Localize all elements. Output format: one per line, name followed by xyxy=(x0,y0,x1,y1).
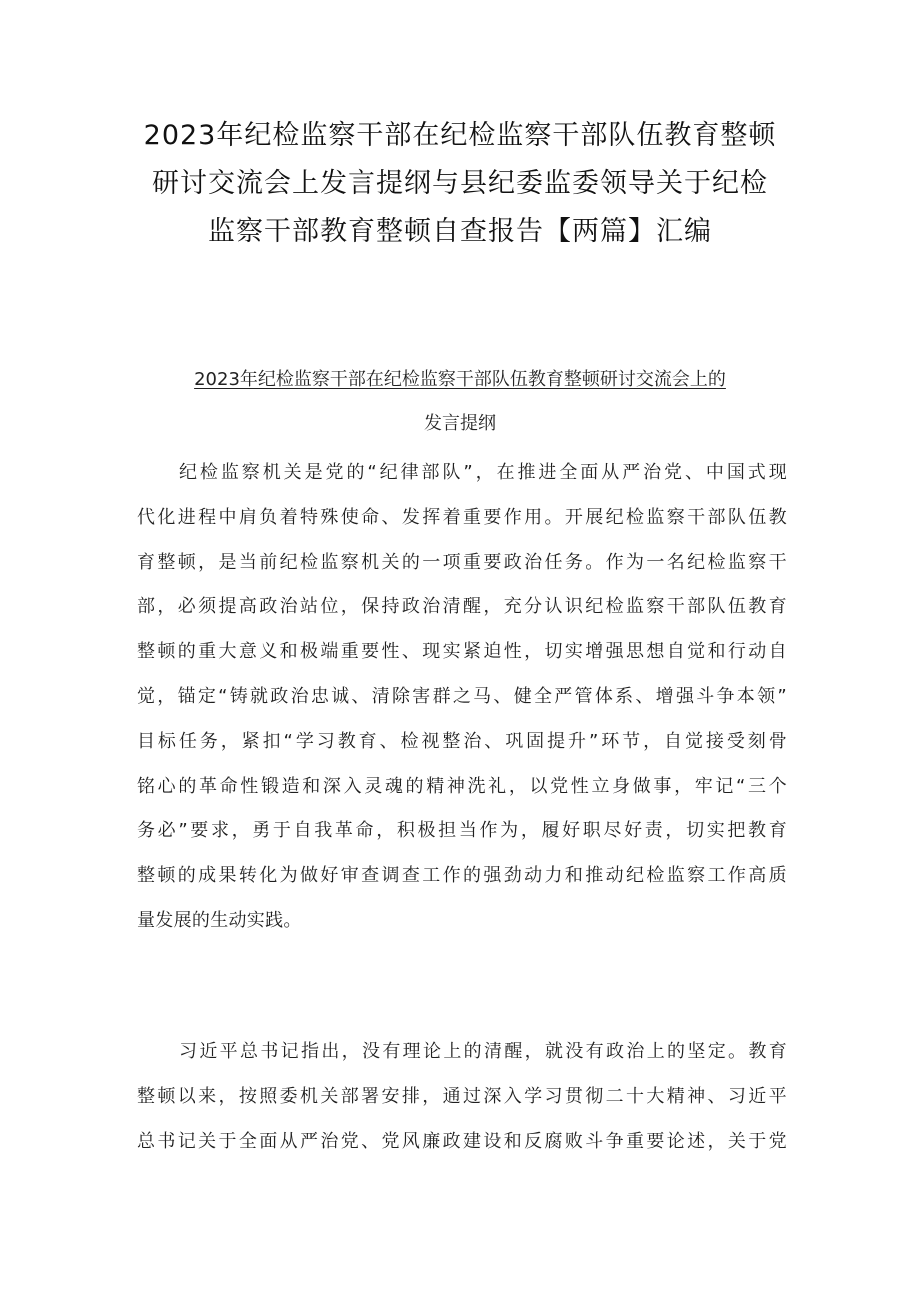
paragraph-line: 整顿的重大意义和极端重要性、现实紧迫性，切实增强思想自觉和行动自 xyxy=(137,641,787,663)
paragraph-line: 育整顿，是当前纪检监察机关的一项重要政治任务。作为一名纪检监察干 xyxy=(137,551,787,573)
paragraph-line: 总书记关于全面从严治党、党风廉政建设和反腐败斗争重要论述，关于党 xyxy=(137,1130,787,1152)
paragraph-line: 部，必须提高政治站位，保持政治清醒，充分认识纪检监察干部队伍教育 xyxy=(137,596,787,618)
body-paragraph xyxy=(137,451,787,944)
paragraph-line: 纪检监察机关是党的“纪律部队”，在推进全面从严治党、中国式现 xyxy=(179,462,787,483)
body-paragraph xyxy=(137,1030,787,1164)
paragraph-line: 整顿以来，按照委机关部署安排，通过深入学习贯彻二十大精神、习近平 xyxy=(137,1085,787,1107)
document-title-line: 监察干部教育整顿自查报告【两篇】汇编 xyxy=(208,216,712,247)
paragraph-line: 代化进程中肩负着特殊使命、发挥着重要作用。开展纪检监察干部队伍教 xyxy=(137,506,787,528)
paragraph-line: 觉，锚定“铸就政治忠诚、清除害群之马、健全严管体系、增强斗争本领” xyxy=(137,685,787,707)
paragraph-line: 目标任务，紧扣“学习教育、检视整治、巩固提升”环节，自觉接受刻骨 xyxy=(137,730,787,752)
section-title-line: 2023年纪检监察干部在纪检监察干部队伍教育整顿研讨交流会上的 xyxy=(194,369,726,390)
section-title-line: 发言提纲 xyxy=(424,413,496,434)
document-title-line: 研讨交流会上发言提纲与县纪委监委领导关于纪检 xyxy=(152,168,768,199)
paragraph-line: 整顿的成果转化为做好审查调查工作的强劲动力和推动纪检监察工作高质 xyxy=(137,865,787,887)
section-title xyxy=(140,358,780,446)
paragraph-line: 量发展的生动实践。 xyxy=(137,909,302,931)
paragraph-line: 习近平总书记指出，没有理论上的清醒，就没有政治上的坚定。教育 xyxy=(179,1041,787,1062)
paragraph-line: 铭心的革命性锻造和深入灵魂的精神洗礼，以党性立身做事，牢记“三个 xyxy=(137,775,787,797)
paragraph-line: 务必”要求，勇于自我革命，积极担当作为，履好职尽好责，切实把教育 xyxy=(137,820,787,842)
document-title-line: 2023年纪检监察干部在纪检监察干部队伍教育整顿 xyxy=(143,120,777,151)
document-title xyxy=(120,112,800,256)
